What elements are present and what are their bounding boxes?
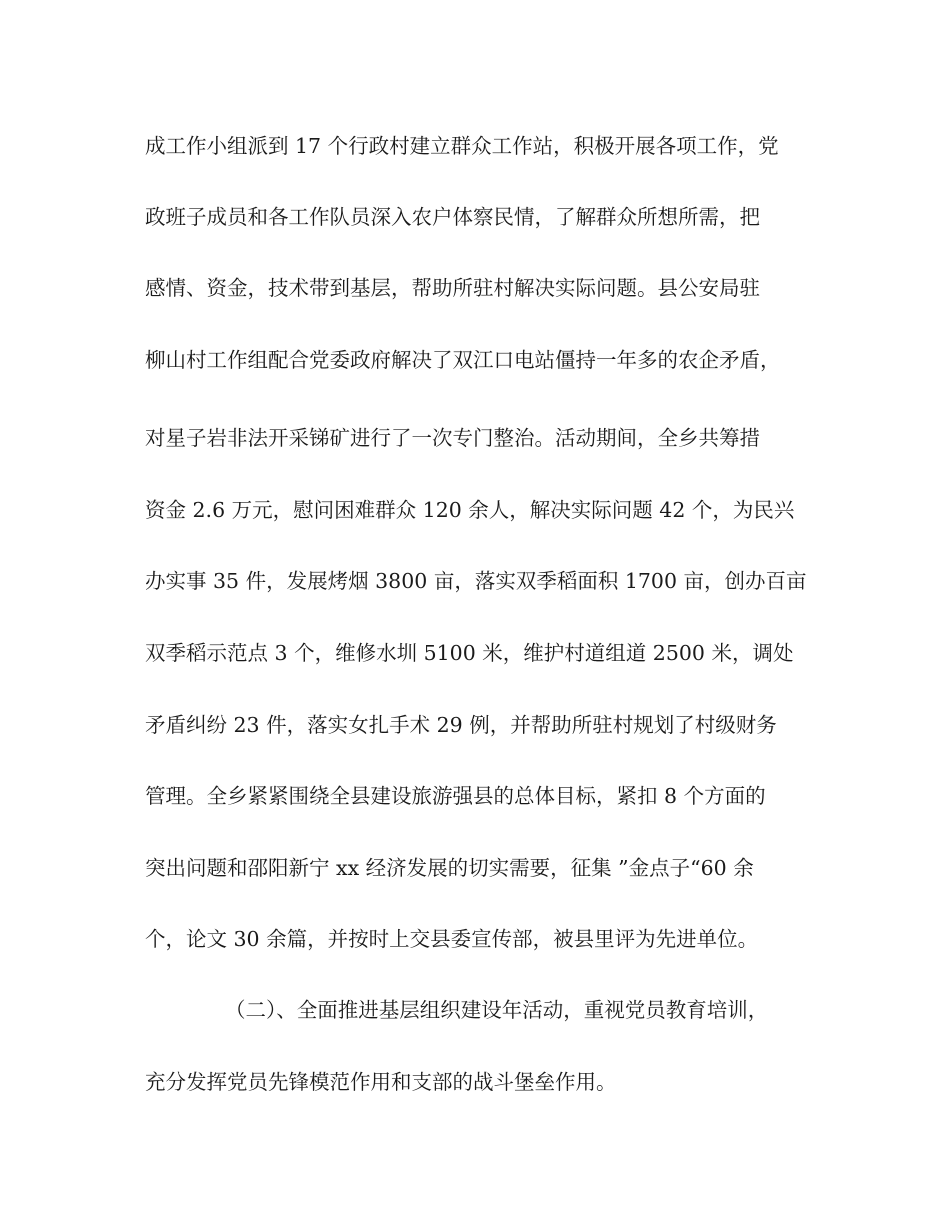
paragraph-line: 感情、资金，技术带到基层，帮助所驻村解决实际问题。县公安局驻 — [145, 276, 760, 300]
paragraph-line: 政班子成员和各工作队员深入农户体察民情，了解群众所想所需，把 — [145, 205, 760, 229]
paragraph-line: 双季稻示范点 3 个，维修水圳 5100 米，维护村道组道 2500 米，调处 — [145, 641, 794, 665]
paragraph-line: 个，论文 30 余篇，并按时上交县委宣传部，被县里评为先进单位。 — [145, 927, 759, 951]
section-heading-line: （二）、全面推进基层组织建设年活动，重视党员教育培训， — [225, 998, 769, 1022]
paragraph-line: 突出问题和邵阳新宁 xx 经济发展的切实需要，征集 ”金点子“60 余 — [145, 856, 754, 880]
paragraph-line: 资金 2.6 万元，慰问困难群众 120 余人，解决实际问题 42 个，为民兴 — [145, 498, 795, 522]
paragraph-line: 对星子岩非法开采锑矿进行了一次专门整治。活动期间，全乡共筹措 — [145, 426, 760, 450]
paragraph-line: 管理。全乡紧紧围绕全县建设旅游强县的总体目标，紧扣 8 个方面的 — [145, 784, 766, 808]
paragraph-line: 充分发挥党员先锋模范作用和支部的战斗堡垒作用。 — [145, 1070, 617, 1094]
paragraph-line: 矛盾纠纷 23 件，落实女扎手术 29 例，并帮助所驻村规划了村级财务 — [145, 713, 777, 737]
paragraph-line: 办实事 35 件，发展烤烟 3800 亩，落实双季稻面积 1700 亩，创办百亩 — [145, 569, 807, 593]
paragraph-line: 柳山村工作组配合党委政府解决了双江口电站僵持一年多的农企矛盾， — [145, 348, 781, 372]
paragraph-line: 成工作小组派到 17 个行政村建立群众工作站，积极开展各项工作，党 — [145, 134, 779, 158]
